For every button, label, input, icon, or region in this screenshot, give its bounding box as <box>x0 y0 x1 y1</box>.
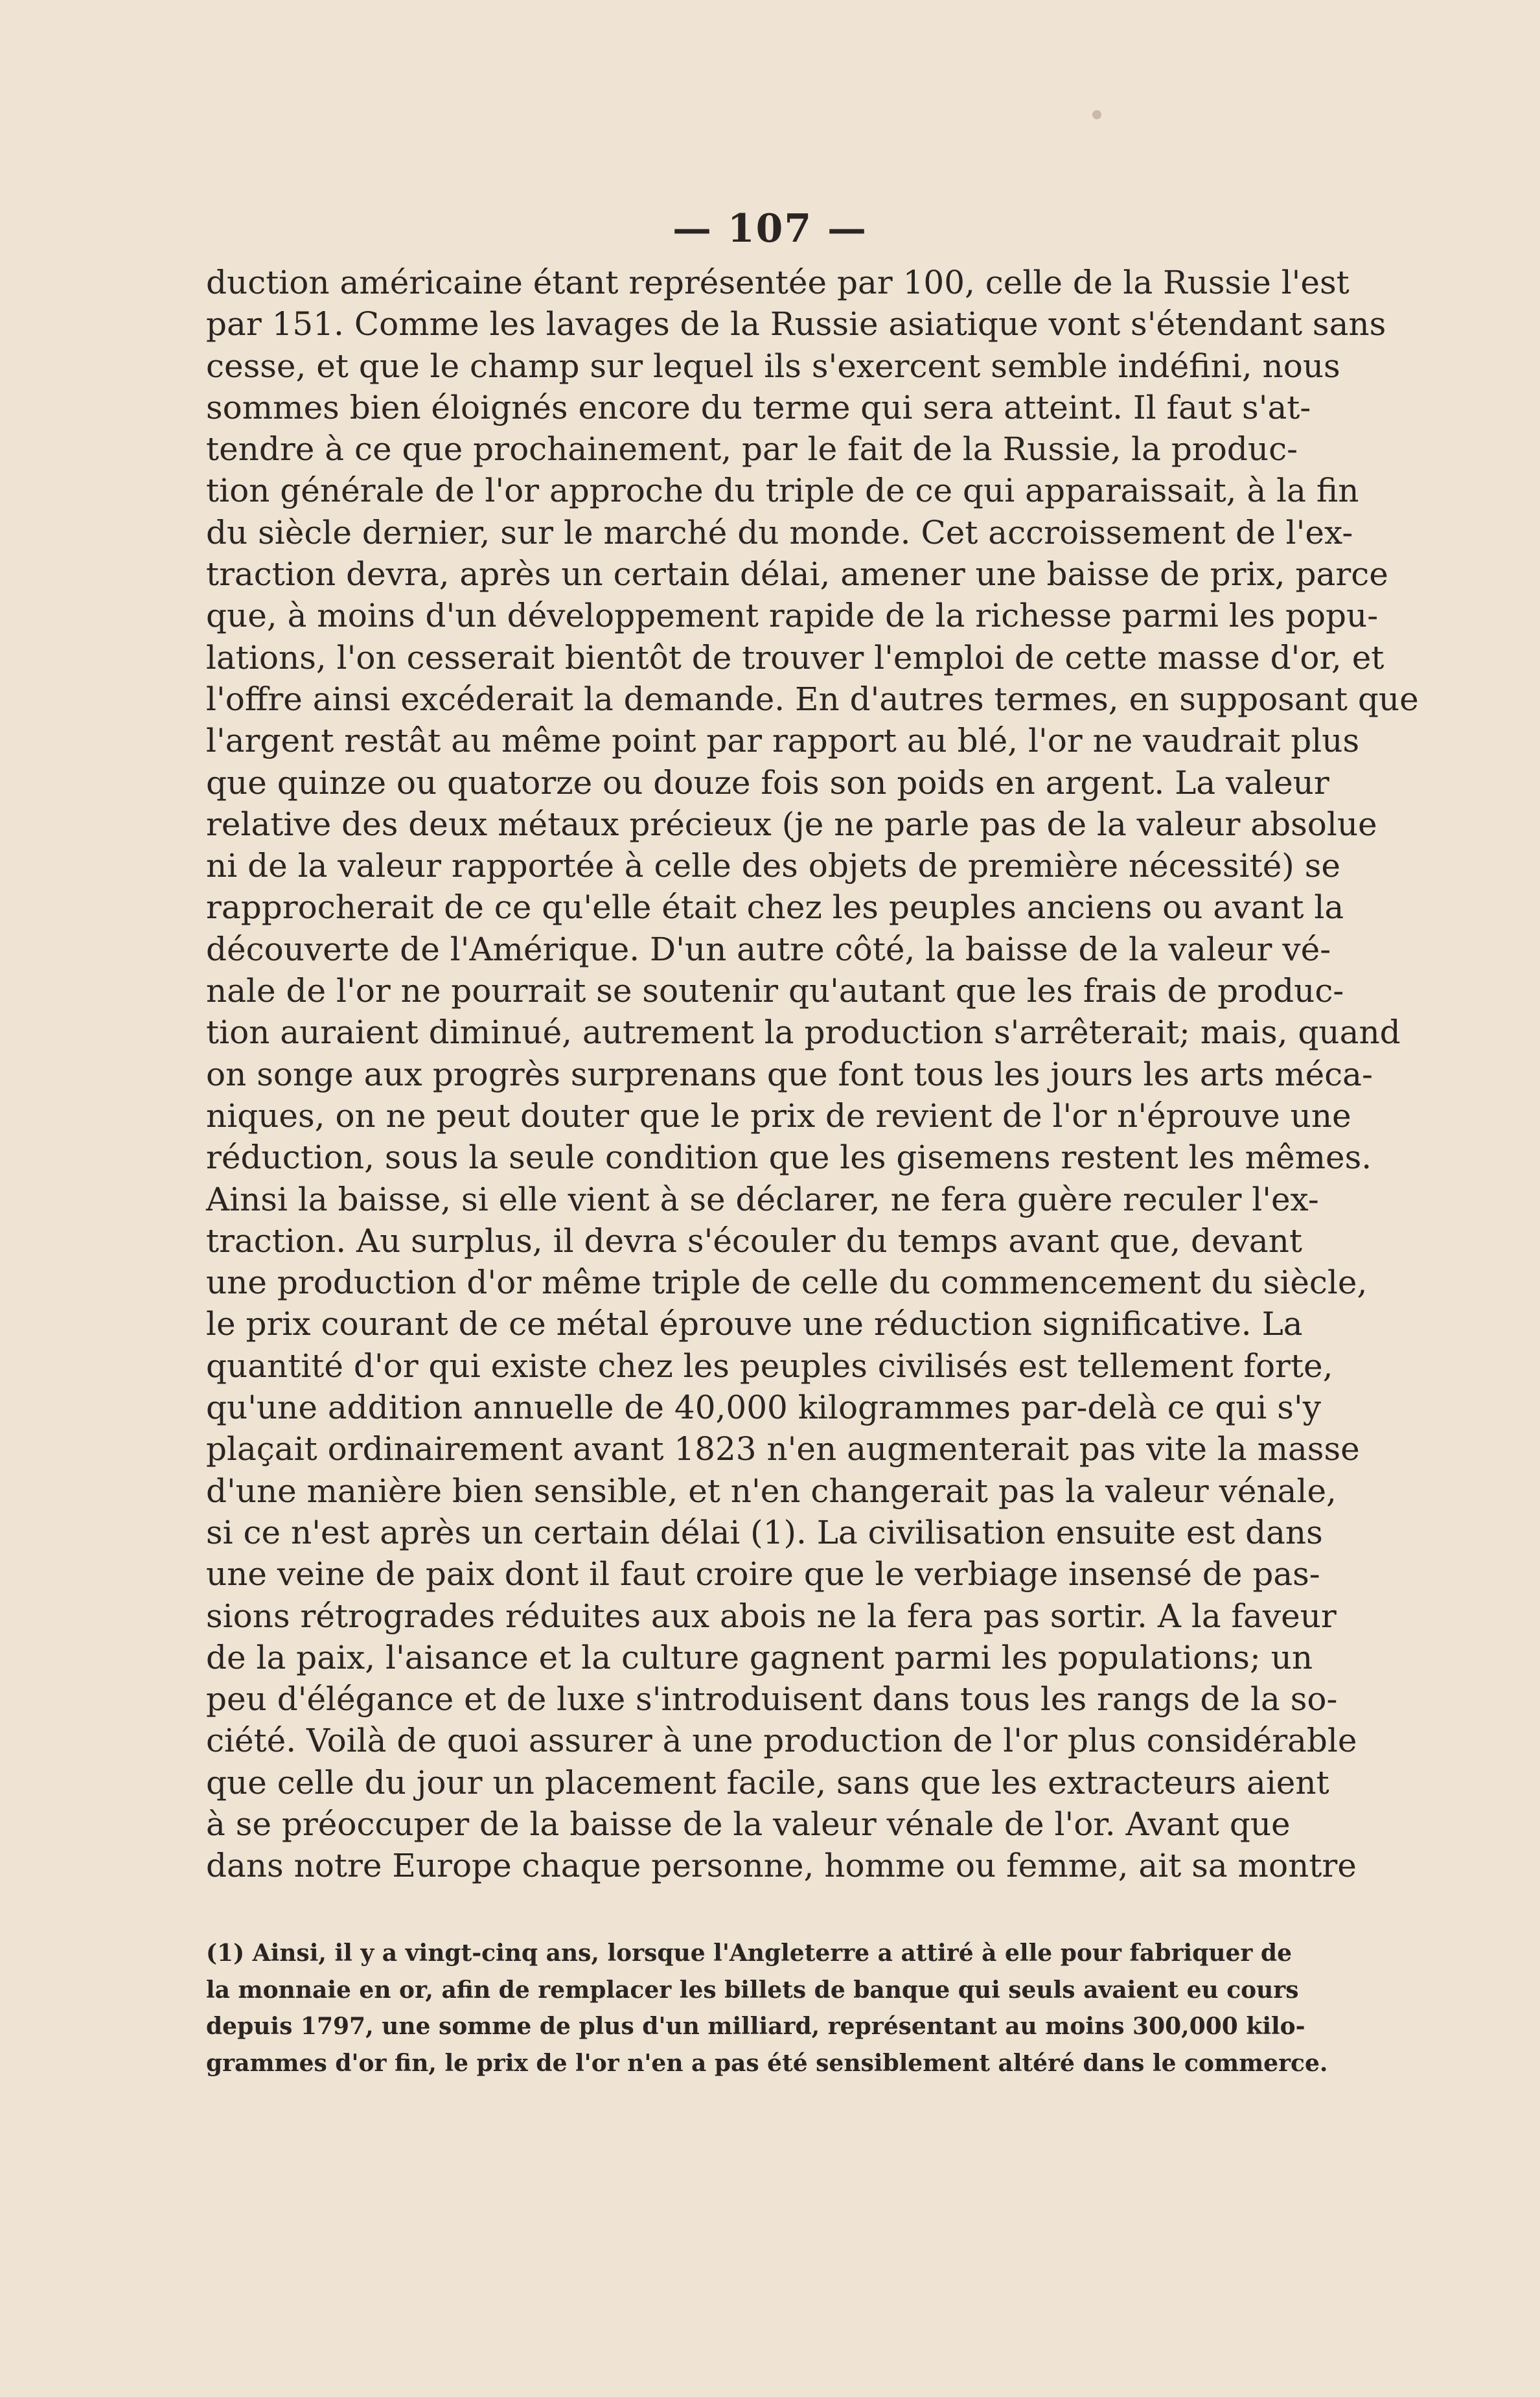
body-line: que quinze ou quatorze ou douze fois son poids en argent. La valeur <box>206 763 1329 802</box>
body-line: tion générale de l'or approche du triple de ce qui apparaissait, à la fin <box>206 472 1359 510</box>
body-line: l'offre ainsi excéderait la demande. En d'autres termes, en supposant que <box>206 680 1419 718</box>
body-line: plaçait ordinairement avant 1823 n'en augmenterait pas vite la masse <box>206 1430 1360 1468</box>
body-line: rapprocherait de ce qu'elle était chez les peuples anciens ou avant la <box>206 888 1344 927</box>
body-line: que celle du jour un placement facile, sans que les extracteurs aient <box>206 1763 1329 1801</box>
body-line: par 151. Comme les lavages de la Russie asiatique vont s'étendant sans <box>206 305 1386 343</box>
body-line: de la paix, l'aisance et la culture gagnent parmi les populations; un <box>206 1638 1313 1676</box>
footnote-line: grammes d'or fin, le prix de l'or n'en a pas été sensiblement altéré dans le commerce. <box>206 2049 1328 2077</box>
body-line: niques, on ne peut douter que le prix de revient de l'or n'éprouve une <box>206 1096 1351 1135</box>
footnote-line: depuis 1797, une somme de plus d'un milliard, représentant au moins 300,000 kilo- <box>206 2013 1305 2040</box>
body-line: lations, l'on cesserait bientôt de trouver l'emploi de cette masse d'or, et <box>206 638 1385 677</box>
body-line: d'une manière bien sensible, et n'en changerait pas la valeur vénale, <box>206 1472 1337 1510</box>
body-line: tion auraient diminué, autrement la production s'arrêterait; mais, quand <box>206 1013 1401 1052</box>
body-line: duction américaine étant représentée par 100, celle de la Russie l'est <box>206 264 1350 301</box>
body-line: si ce n'est après un certain délai (1). La civilisation ensuite est dans <box>206 1513 1323 1551</box>
body-line: dans notre Europe chaque personne, homme ou femme, ait sa montre <box>206 1847 1357 1885</box>
body-line: cesse, et que le champ sur lequel ils s'exercent semble indéfini, nous <box>206 347 1340 385</box>
footnote-line: (1) Ainsi, il y a vingt-cinq ans, lorsque l'Angleterre a attiré à elle pour fabriquer de <box>206 1940 1293 1967</box>
footnote-line: la monnaie en or, afin de remplacer les billets de banque qui seuls avaient eu cours <box>206 1976 1299 2004</box>
paper-speck <box>1092 110 1101 119</box>
body-line: qu'une addition annuelle de 40,000 kilogrammes par-delà ce qui s'y <box>206 1389 1321 1427</box>
body-line: ni de la valeur rapportée à celle des objets de première nécessité) se <box>206 847 1340 885</box>
body-line: nale de l'or ne pourrait se soutenir qu'autant que les frais de produc- <box>206 972 1344 1010</box>
body-line: du siècle dernier, sur le marché du monde. Cet accroissement de l'ex- <box>206 513 1353 551</box>
body-line: le prix courant de ce métal éprouve une réduction significative. La <box>206 1305 1303 1343</box>
page-number: — 107 — <box>672 206 868 251</box>
body-line: une production d'or même triple de celle du commencement du siècle, <box>206 1264 1368 1302</box>
body-line: quantité d'or qui existe chez les peuples civilisés est tellement forte, <box>206 1347 1333 1385</box>
body-line: réduction, sous la seule condition que les gisemens restent les mêmes. <box>206 1139 1372 1177</box>
body-line: sommes bien éloignés encore du terme qui sera atteint. Il faut s'at- <box>206 388 1311 426</box>
body-line: ciété. Voilà de quoi assurer à une production de l'or plus considérable <box>206 1722 1357 1760</box>
body-text <box>206 262 1419 1887</box>
footnote <box>206 1935 1328 2081</box>
body-line: traction. Au surplus, il devra s'écouler du temps avant que, devant <box>206 1222 1302 1260</box>
body-line: sions rétrogrades réduites aux abois ne la fera pas sortir. A la faveur <box>206 1597 1337 1635</box>
body-line: une veine de paix dont il faut croire que le verbiage insensé de pas- <box>206 1555 1320 1593</box>
body-line: tendre à ce que prochainement, par le fait de la Russie, la produc- <box>206 430 1298 469</box>
body-line: l'argent restât au même point par rapport au blé, l'or ne vaudrait plus <box>206 722 1360 760</box>
body-line: on songe aux progrès surprenans que font tous les jours les arts méca- <box>206 1055 1373 1093</box>
body-line: Ainsi la baisse, si elle vient à se déclarer, ne fera guère reculer l'ex- <box>206 1180 1319 1218</box>
body-line: peu d'élégance et de luxe s'introduisent dans tous les rangs de la so- <box>206 1680 1338 1719</box>
body-line: traction devra, après un certain délai, amener une baisse de prix, parce <box>206 555 1388 594</box>
body-line: relative des deux métaux précieux (je ne parle pas de la valeur absolue <box>206 805 1377 843</box>
body-line: découverte de l'Amérique. D'un autre côté, la baisse de la valeur vé- <box>206 930 1331 968</box>
body-line: que, à moins d'un développement rapide de la richesse parmi les popu- <box>206 597 1379 635</box>
body-line: à se préoccuper de la baisse de la valeur vénale de l'or. Avant que <box>206 1805 1291 1843</box>
